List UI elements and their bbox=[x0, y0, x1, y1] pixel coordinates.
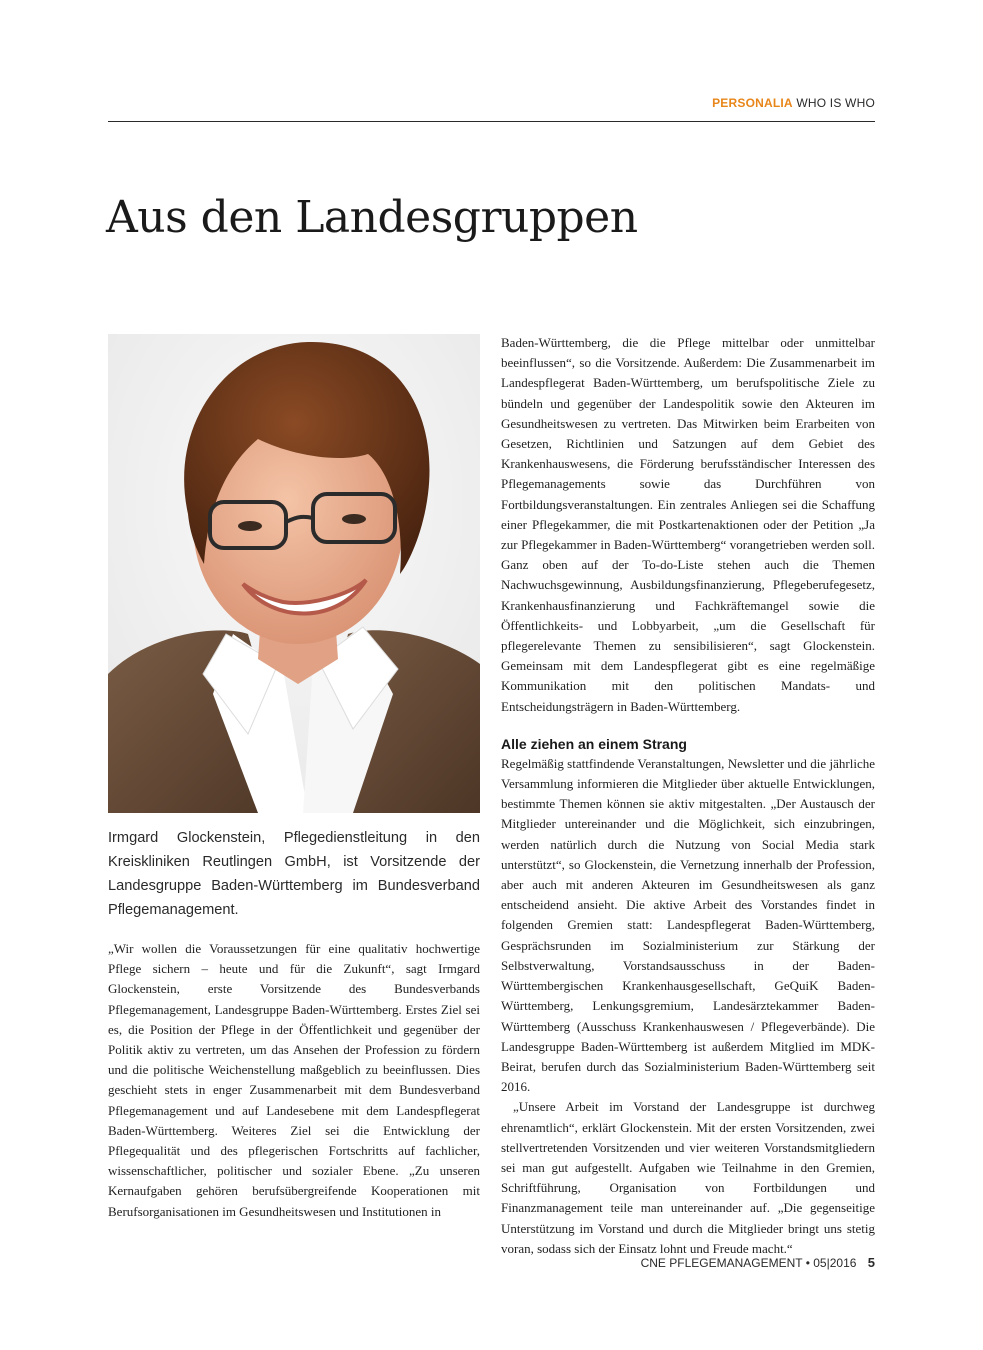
article-paragraph-2: Regelmäßig stattfindende Veranstaltungen, Newsletter und die jährliche Versammlung informieren die Mitglieder über aktuelle Entwicklungen, bestimmte Themen können sie aktiv mitgestalten. „Der Austausch der Mitglieder untereinander und die Möglichkeit, sich einzubringen, werden natürlich durch die Nutzung von Social Media stark unterstützt“, so Glockenstein, die Vernetzung innerhalb der Profession, aber auch mit anderen Akteuren im Gesundheitswesen als ganz entscheidend ansieht. Die aktive Arbeit des Vorstandes findet in folgenden Gremien statt: Landespflegerat Baden-Württemberg, Gesprächsrunden im Sozialministerium zur Stärkung der Selbstverwaltung, Vorstandsausschuss in der Baden-Württembergischen Krankenhausgesellschaft, GeQuiK Baden-Württemberg, Lenkungsgremium, Landesärztekammer Baden-Württemberg (Ausschuss Krankenhauswesen / Pflegeverbände). Die Landesgruppe Baden-Württemberg ist außerdem Mitglied im MDK-Beirat, berufen durch das Sozialministerium Baden-Württemberg seit 2016. bbox=[501, 755, 875, 1095]
article-column-right bbox=[501, 333, 875, 1259]
page-footer bbox=[641, 1255, 875, 1270]
footer-publication: CNE PFLEGEMANAGEMENT • 05|2016 bbox=[640, 1256, 857, 1270]
header-subsection: WHO IS WHO bbox=[796, 96, 875, 110]
portrait-photo bbox=[108, 334, 480, 813]
photo-caption: Irmgard Glockenstein, Pflegedienstleitung in den Kreiskliniken Reutlingen GmbH, ist Vorsitzende der Landesgruppe Baden-Württemberg im Bundesverband Pflegemanagement. bbox=[108, 830, 480, 918]
article-continued: Baden-Württemberg, die die Pflege mittelbar oder unmittelbar beeinflussen“, so die Vorsitzende. Außerdem: Die Zusammenarbeit im Landespflegerat Baden-Württemberg, um berufspolitische Ziele zu bündeln und gegenüber der Landespolitik sowie den Akteuren im Gesundheitswesen zu vertreten. Das Mitwirken beim Erarbeiten von Gesetzen, Richtlinien und Satzungen auf dem Gebiet des Krankenhauswesens, die Förderung berufsständischer Interessen des Pflegemanagements sowie das Durchführen von Fortbildungsveranstaltungen. Ein zentrales Anliegen sei die Schaffung einer Pflegekammer, die mit Postkartenaktionen oder der Petition „Ja zur Pflegekammer in Baden-Württemberg“ vorangetrieben werden soll. Ganz oben auf der To-do-Liste stehen auch die Themen Nachwuchsgewinnung, Ausbildungsfinanzierung, Pflegeberufegesetz, Krankenhausfinanzierung und Fachkräftemangel sowie die Öffentlichkeits- und Lobbyarbeit, „um die Gesellschaft für pflegerelevante Themen zu sensibilisieren“, sagt Glockenstein. Gemeinsam mit dem Landespflegerat gibt es eine regelmäßige Kommunikation mit den politischen Mandats- und Entscheidungsträgern in Baden-Württemberg. bbox=[501, 335, 875, 714]
article-intro: „Wir wollen die Voraussetzungen für eine qualitativ hochwertige Pflege sichern – heute und für die Zukunft“, sagt Irmgard Glockenstein, erste Vorsitzende des Bundesverbands Pflegemanagement, Landesgruppe Baden-Württemberg. Erstes Ziel sei es, die Position der Pflege in der Öffentlichkeit und gegenüber der Politik aktiv zu vertreten, um das Ansehen der Profession zu fördern und die politische Weichenstellung maßgeblich zu beeinflussen. Dies geschieht stets in enger Zusammenarbeit mit dem Bundesverband Pflegemanagement und auf Landesebene mit dem Landespflegerat Baden-Württemberg. Weiteres Ziel sei die Entwicklung der Pflegequalität und des pflegerischen Fortschritts auf fachlicher, wissenschaftlicher, politischer und sozialer Ebene. „Zu unseren Kernaufgaben gehören berufsübergreifende Kooperationen mit Berufsorganisationen im Gesundheitswesen und Institutionen in bbox=[108, 941, 480, 1219]
article-column-left bbox=[108, 939, 480, 1222]
article-subheading: Alle ziehen an einem Strang bbox=[501, 735, 687, 752]
page-title: Aus den Landesgruppen bbox=[106, 192, 638, 243]
page-number: 5 bbox=[867, 1255, 875, 1270]
article-paragraph-3: „Unsere Arbeit im Vorstand der Landesgruppe ist durchweg ehrenamtlich“, erklärt Glockenstein. Mit der ersten Vorsitzenden, zwei stellvertretenden Vorsitzenden und vier weiteren Vorstandsmitgliedern sei man gut aufgestellt. Aufgaben wie Teilnahme in den Gremien, Schriftführung, Organisation von Fortbildungen und Finanzmanagement teile man untereinander auf. „Die gegenseitige Unterstützung im Vorstand und durch die Mitglieder bringt uns stetig voran, sodass sich der Einsatz lohnt und Freude macht.“ bbox=[501, 1099, 875, 1256]
running-header bbox=[712, 96, 875, 110]
header-section: PERSONALIA bbox=[712, 96, 793, 110]
header-rule bbox=[108, 121, 875, 122]
